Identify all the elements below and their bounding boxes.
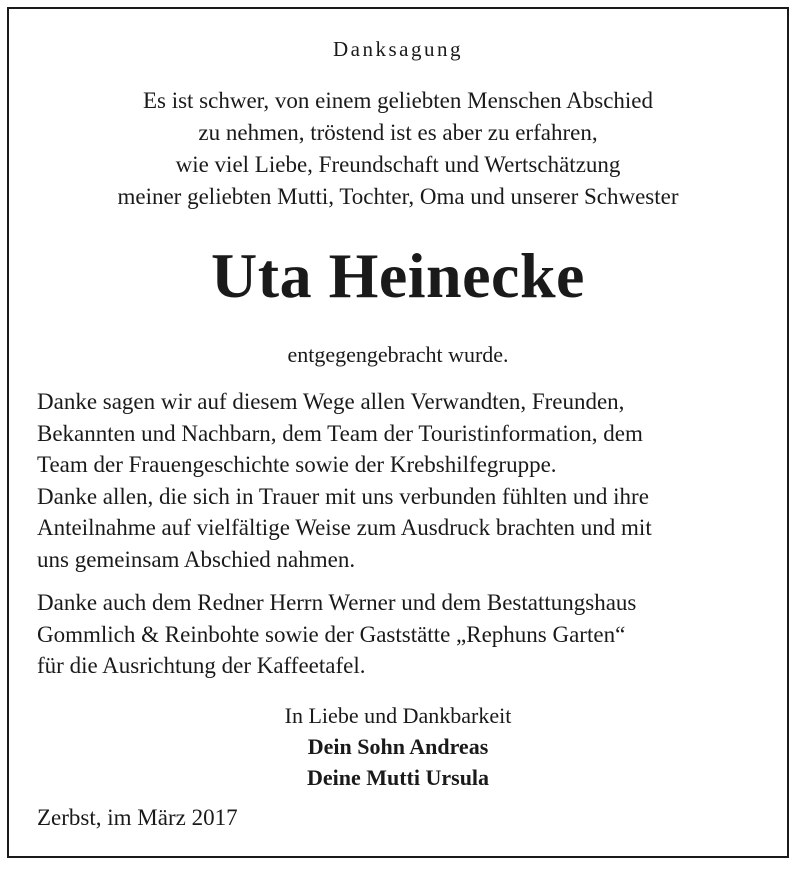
after-name-text: entgegengebracht wurde. bbox=[287, 342, 509, 367]
intro-line: meiner geliebten Mutti, Tochter, Oma und unserer Schwester bbox=[117, 184, 679, 209]
thanks-paragraph-2 bbox=[37, 587, 767, 682]
closing-phrase: In Liebe und Dankbarkeit bbox=[284, 703, 512, 728]
paragraph-line: Gommlich & Reinbohte sowie der Gaststätte „Rephuns Garten“ bbox=[37, 621, 626, 647]
paragraph-line: Bekannten und Nachbarn, dem Team der Touristinformation, dem bbox=[37, 420, 643, 446]
paragraph-line: Anteilnahme auf vielfältige Weise zum Ausdruck brachten und mit bbox=[37, 515, 652, 540]
intro-line: wie viel Liebe, Freundschaft und Wertschätzung bbox=[175, 152, 621, 177]
intro-text bbox=[9, 85, 787, 213]
paragraph-line: Danke allen, die sich in Trauer mit uns verbunden fühlten und ihre bbox=[37, 483, 649, 509]
signature-son: Dein Sohn Andreas bbox=[307, 734, 489, 759]
notice-heading: Danksagung bbox=[333, 37, 463, 61]
paragraph-line: Danke auch dem Redner Herrn Werner und dem Bestattungshaus bbox=[37, 590, 637, 615]
place-date: Zerbst, im März 2017 bbox=[37, 805, 238, 830]
deceased-name: Uta Heinecke bbox=[211, 240, 585, 311]
thanks-paragraph bbox=[37, 386, 767, 575]
paragraph-line: Team der Frauengeschichte sowie der Krebshilfegruppe. bbox=[37, 452, 557, 477]
intro-line: Es ist schwer, von einem geliebten Menschen Abschied bbox=[142, 88, 654, 113]
paragraph-line: uns gemeinsam Abschied nahmen. bbox=[37, 546, 356, 572]
paragraph-line: Danke sagen wir auf diesem Wege allen Verwandten, Freunden, bbox=[37, 389, 625, 414]
obituary-notice bbox=[7, 7, 789, 858]
paragraph-line: für die Ausrichtung der Kaffeetafel. bbox=[37, 653, 366, 678]
signature-mother: Deine Mutti Ursula bbox=[306, 765, 490, 790]
closing-block bbox=[9, 700, 787, 793]
intro-line: zu nehmen, tröstend ist es aber zu erfahren, bbox=[198, 120, 598, 145]
